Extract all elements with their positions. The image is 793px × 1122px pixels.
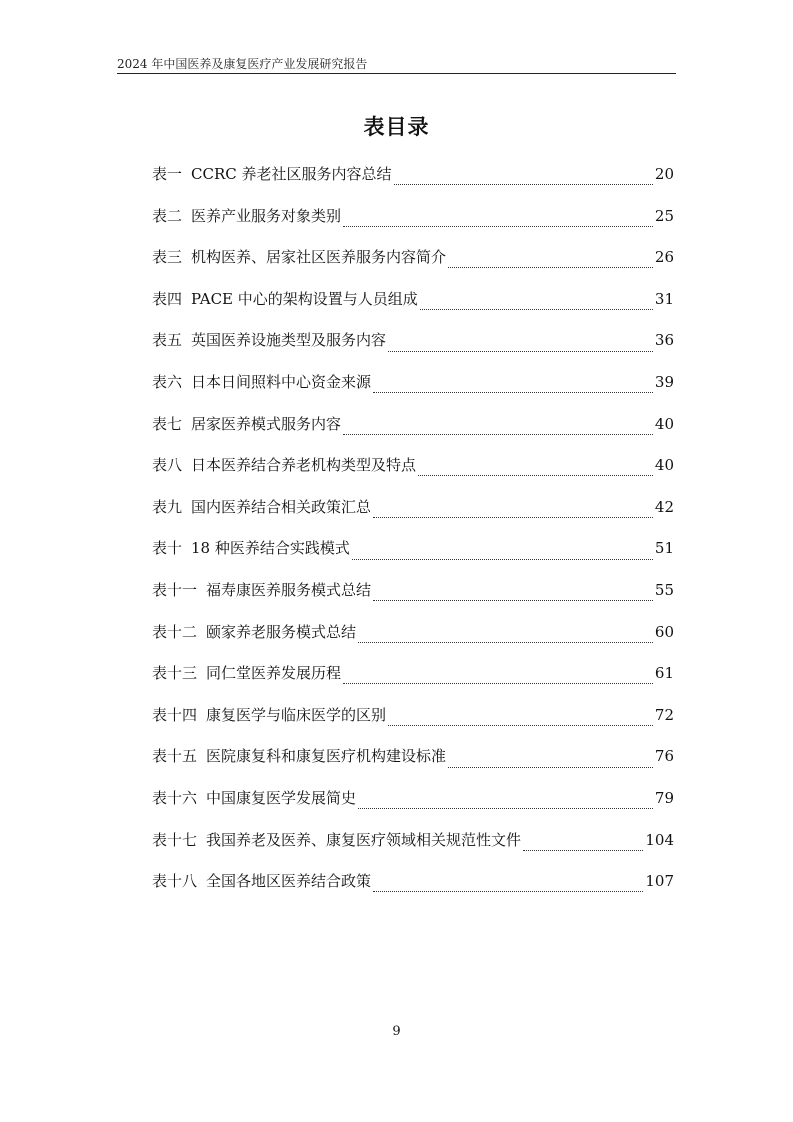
dot-leader	[388, 341, 653, 352]
toc-entry-page-number: 40	[654, 456, 674, 475]
toc-entry-title: 18 种医养结合实践模式	[191, 539, 350, 558]
dot-leader	[394, 174, 653, 185]
toc-entry[interactable]	[152, 785, 674, 827]
dot-leader	[343, 424, 653, 435]
toc-entry[interactable]	[152, 286, 674, 328]
table-of-tables	[152, 161, 674, 910]
toc-entry-label: 表十七	[152, 830, 198, 849]
toc-entry[interactable]	[152, 494, 674, 536]
toc-entry[interactable]	[152, 743, 674, 785]
toc-entry[interactable]	[152, 702, 674, 744]
dot-leader	[373, 590, 653, 601]
toc-entry-label: 表四	[152, 289, 183, 308]
toc-entry-title: 机构医养、居家社区医养服务内容简介	[191, 248, 447, 267]
dot-leader	[373, 881, 643, 892]
toc-entry-page-number: 61	[654, 664, 674, 683]
page-title: 表目录	[363, 115, 430, 139]
toc-entry-label: 表十八	[152, 872, 198, 891]
toc-entry-page-number: 72	[654, 705, 674, 724]
dot-leader	[388, 715, 653, 726]
dot-leader	[352, 549, 653, 560]
toc-entry-title: 康复医学与临床医学的区别	[206, 705, 387, 724]
toc-entry-title: 我国养老及医养、康复医疗领域相关规范性文件	[206, 830, 522, 849]
dot-leader	[373, 507, 653, 518]
toc-entry-title: 中国康复医学发展简史	[206, 788, 357, 807]
toc-entry[interactable]	[152, 577, 674, 619]
dot-leader	[420, 299, 653, 310]
toc-entry[interactable]	[152, 203, 674, 245]
toc-entry-label: 表八	[152, 456, 183, 475]
toc-entry-title: 日本日间照料中心资金来源	[191, 372, 372, 391]
dot-leader	[373, 382, 653, 393]
toc-entry-label: 表一	[152, 165, 183, 183]
toc-entry[interactable]	[152, 411, 674, 453]
toc-entry-page-number: 25	[654, 206, 674, 225]
running-header	[117, 55, 676, 74]
toc-entry-page-number: 104	[645, 830, 674, 849]
toc-entry[interactable]	[152, 161, 674, 203]
toc-entry-page-number: 26	[654, 248, 674, 267]
toc-entry-page-number: 51	[654, 539, 674, 558]
toc-entry-label: 表十	[152, 539, 183, 558]
toc-entry-page-number: 40	[654, 414, 674, 433]
toc-entry-page-number: 36	[654, 331, 674, 350]
toc-entry-page-number: 79	[654, 788, 674, 807]
toc-entry-title: CCRC 养老社区服务内容总结	[191, 165, 392, 183]
toc-entry-label: 表十三	[152, 664, 198, 683]
dot-leader	[523, 840, 643, 851]
toc-entry-label: 表六	[152, 372, 183, 391]
toc-entry-label: 表十二	[152, 622, 198, 641]
toc-entry[interactable]	[152, 535, 674, 577]
toc-entry-page-number: 39	[654, 372, 674, 391]
toc-entry-title: 福寿康医养服务模式总结	[206, 580, 372, 599]
toc-entry-label: 表七	[152, 414, 183, 433]
toc-entry-page-number: 107	[645, 872, 674, 891]
toc-entry-label: 表十一	[152, 580, 198, 599]
dot-leader	[358, 632, 653, 643]
toc-entry-page-number: 60	[654, 622, 674, 641]
toc-entry[interactable]	[152, 327, 674, 369]
toc-entry[interactable]	[152, 619, 674, 661]
dot-leader	[448, 757, 653, 768]
toc-entry-label: 表二	[152, 206, 183, 225]
toc-entry[interactable]	[152, 868, 674, 910]
dot-leader	[358, 798, 653, 809]
toc-entry-page-number: 76	[654, 747, 674, 766]
toc-entry[interactable]	[152, 244, 674, 286]
toc-entry-title: 医院康复科和康复医疗机构建设标准	[206, 747, 447, 766]
toc-entry-title: 颐家养老服务模式总结	[206, 622, 357, 641]
toc-entry[interactable]	[152, 827, 674, 869]
dot-leader	[448, 257, 653, 268]
toc-entry-title: 全国各地区医养结合政策	[206, 872, 372, 891]
toc-entry-label: 表九	[152, 497, 183, 516]
toc-entry[interactable]	[152, 369, 674, 411]
toc-entry-title: 同仁堂医养发展历程	[206, 664, 342, 683]
toc-entry-page-number: 55	[654, 580, 674, 599]
toc-entry-label: 表十六	[152, 788, 198, 807]
toc-entry-title: 日本医养结合养老机构类型及特点	[191, 456, 417, 475]
header-title: 2024 年中国医养及康复医疗产业发展研究报告	[117, 57, 368, 71]
toc-entry[interactable]	[152, 452, 674, 494]
dot-leader	[343, 216, 653, 227]
toc-entry-title: 英国医养设施类型及服务内容	[191, 331, 387, 350]
toc-entry-title: 居家医养模式服务内容	[191, 414, 342, 433]
toc-entry-label: 表十五	[152, 747, 198, 766]
toc-entry-title: 国内医养结合相关政策汇总	[191, 497, 372, 516]
toc-entry-label: 表五	[152, 331, 183, 350]
toc-entry-page-number: 42	[654, 497, 674, 516]
dot-leader	[418, 465, 653, 476]
toc-entry-label: 表十四	[152, 705, 198, 724]
toc-entry[interactable]	[152, 660, 674, 702]
page-number: 9	[392, 1024, 401, 1039]
toc-entry-title: PACE 中心的架构设置与人员组成	[191, 289, 418, 308]
toc-entry-label: 表三	[152, 248, 183, 267]
toc-entry-title: 医养产业服务对象类别	[191, 206, 342, 225]
toc-entry-page-number: 20	[654, 165, 674, 183]
dot-leader	[343, 673, 653, 684]
toc-entry-page-number: 31	[654, 289, 674, 308]
